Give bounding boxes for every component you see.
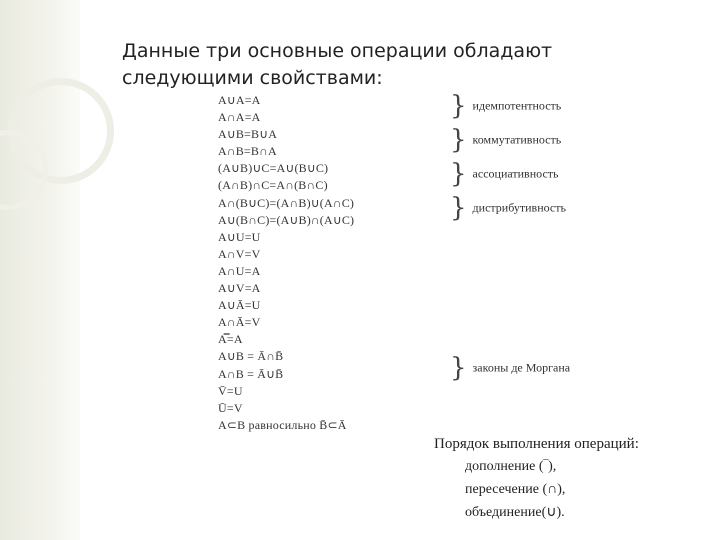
brace-icon: } bbox=[450, 91, 467, 121]
property-commutativity: } коммутативность bbox=[450, 125, 562, 155]
formula-subset-equivalence: A⊂B равносильно B̄⊂Ā bbox=[218, 417, 347, 432]
brace-icon: } bbox=[450, 125, 467, 155]
formula-union-empty: A∪V=A bbox=[218, 281, 261, 296]
title-line-1: Данные три основные операции обладают bbox=[122, 40, 553, 62]
property-idempotence: } идемпотентность bbox=[450, 91, 562, 121]
property-de-morgan: } законы де Моргана bbox=[450, 353, 571, 383]
formula-distributive-1: A∩(B∪C)=(A∩B)∪(A∩C) bbox=[218, 195, 355, 210]
property-distributivity: } дистрибутивность bbox=[450, 193, 566, 223]
operation-order-title: Порядок выполнения операций: bbox=[434, 436, 639, 452]
brace-icon: } bbox=[450, 193, 467, 223]
operation-order-union: объединение(∪). bbox=[465, 505, 565, 520]
brace-icon: } bbox=[450, 159, 467, 189]
slide-title bbox=[122, 38, 682, 92]
formula-idempotence-union: A∪A=A bbox=[218, 93, 261, 107]
brace-icon: } bbox=[450, 353, 467, 383]
formula-intersection-empty: A∩V=V bbox=[218, 246, 261, 261]
formula-union-universe: A∪U=U bbox=[218, 229, 261, 244]
formula-associative-intersection: (A∩B)∩C=A∩(B∩C) bbox=[218, 178, 328, 193]
property-associativity: } ассоциативность bbox=[450, 159, 559, 189]
formula-complement-empty: V̄=U bbox=[218, 383, 243, 398]
formula-de-morgan-2: A∩B = Ā∪B̄ bbox=[218, 366, 284, 381]
formula-list bbox=[218, 92, 438, 434]
operation-order-complement: дополнение (‾), bbox=[465, 459, 557, 474]
formula-de-morgan-1: A∪B = Ā∩B̄ bbox=[218, 349, 284, 364]
formula-intersection-complement: A∩Ā=V bbox=[218, 315, 261, 330]
formula-double-complement: A̿=A bbox=[218, 332, 243, 347]
formula-idempotence-intersection: A∩A=A bbox=[218, 110, 261, 125]
operation-order-intersection: пересечение (∩), bbox=[465, 482, 566, 497]
formula-commutative-intersection: A∩B=B∩A bbox=[218, 144, 277, 159]
formula-distributive-2: A∪(B∩C)=(A∪B)∩(A∪C) bbox=[218, 212, 355, 227]
formula-complement-universe: Ū=V bbox=[218, 400, 243, 415]
operation-order bbox=[434, 433, 639, 524]
title-line-2: следующими свойствами: bbox=[122, 67, 383, 89]
formula-intersection-universe: A∩U=A bbox=[218, 263, 261, 278]
formula-associative-union: (A∪B)∪C=A∪(B∪C) bbox=[218, 161, 329, 176]
formula-union-complement: A∪Ā=U bbox=[218, 298, 261, 313]
formula-commutative-union: A∪B=B∪A bbox=[218, 127, 278, 142]
